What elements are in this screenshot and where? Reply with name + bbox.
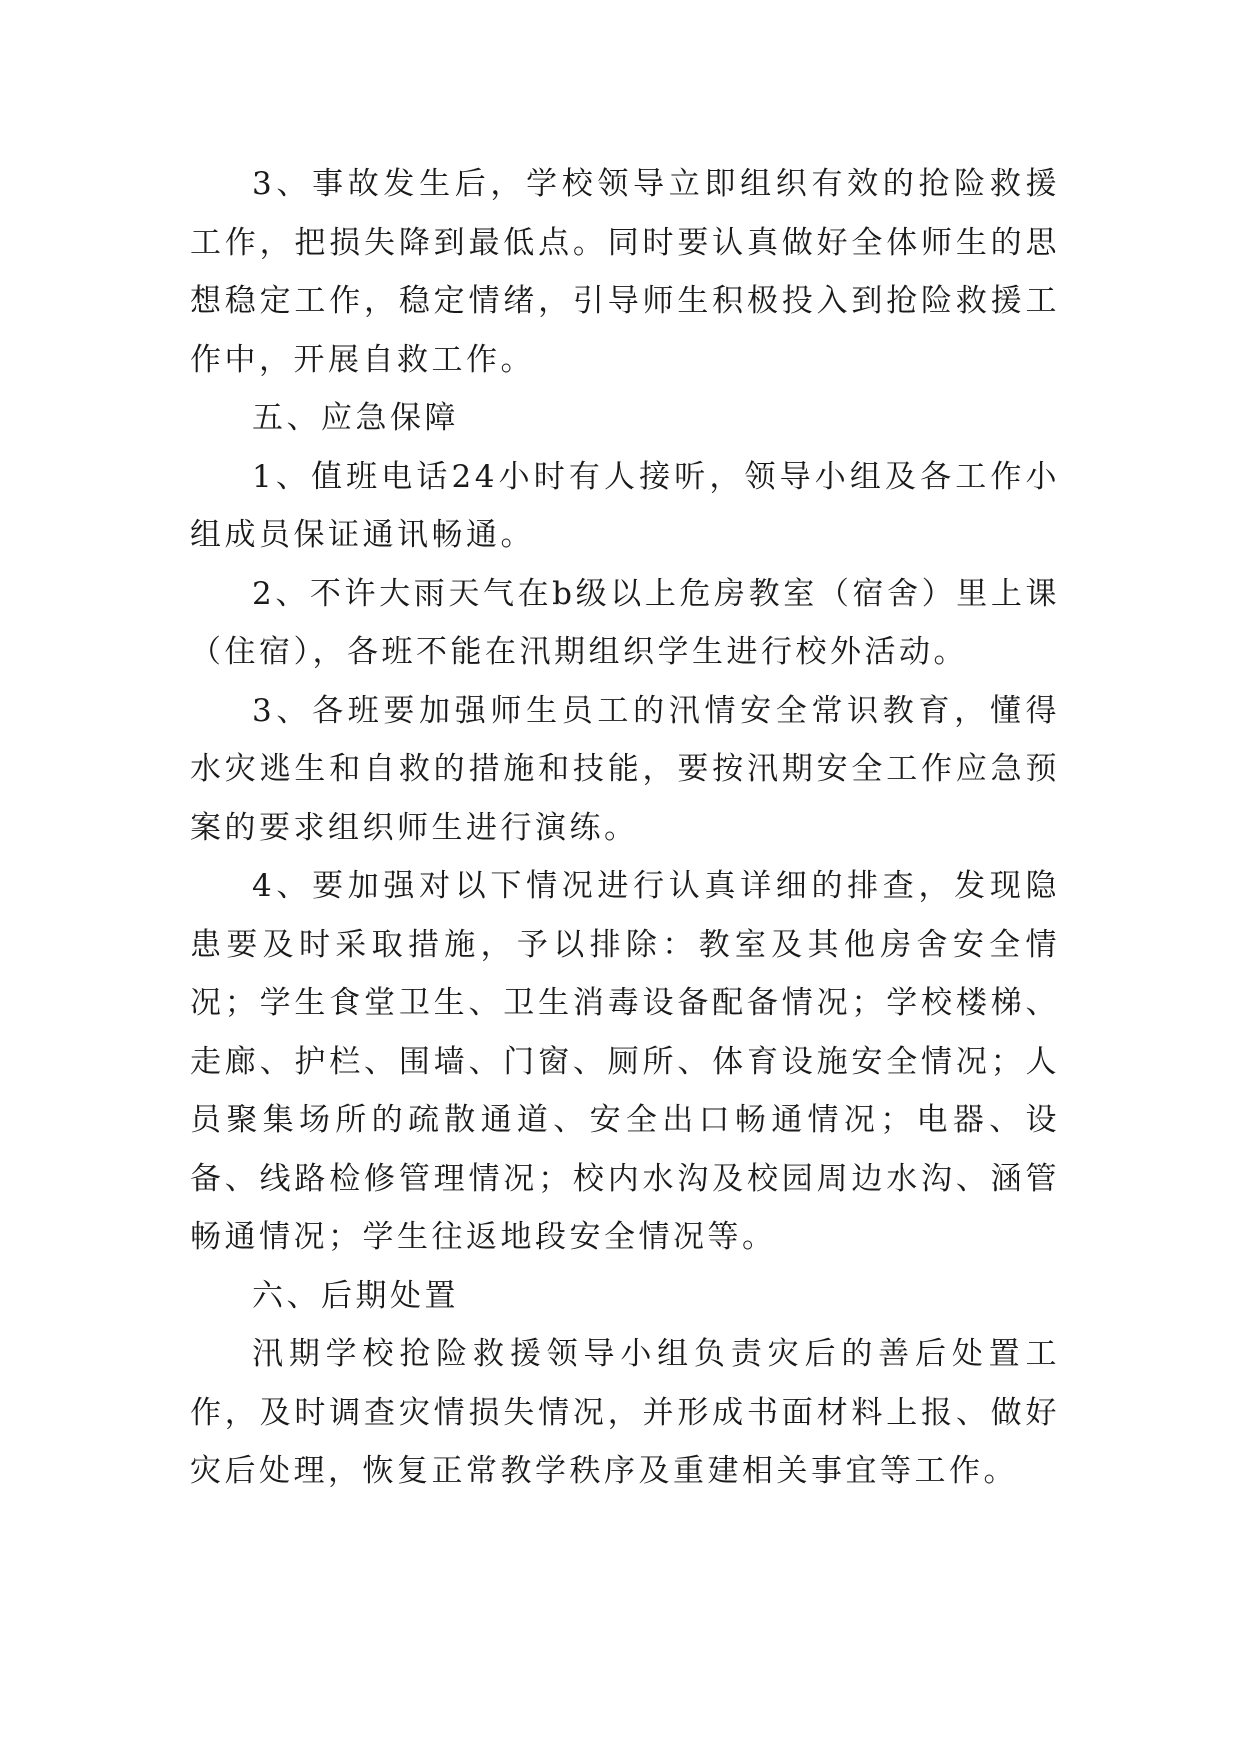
- paragraph-duty-phone: 1、值班电话24小时有人接听，领导小组及各工作小组成员保证通讯畅通。: [190, 458, 1060, 553]
- section-heading-aftermath: 六、后期处置: [252, 1277, 459, 1314]
- paragraph-safety-education: 3、各班要加强师生员工的汛情安全常识教育，懂得水灾逃生和自救的措施和技能，要按汛期安全工作应急预案的要求组织师生进行演练。: [190, 692, 1060, 846]
- paragraph-accident-response: 3、事故发生后，学校领导立即组织有效的抢险救援工作，把损失降到最低点。同时要认真做好全体师生的思想稳定工作，稳定情绪，引导师生积极投入到抢险救援工作中，开展自救工作。: [190, 166, 1060, 378]
- section-heading-emergency-support: 五、应急保障: [252, 400, 459, 436]
- document-body: [190, 155, 1060, 1501]
- paragraph-aftermath-handling: 汛期学校抢险救援领导小组负责灾后的善后处置工作，及时调查灾情损失情况，并形成书面材料上报、做好灾后处理，恢复正常教学秩序及重建相关事宜等工作。: [190, 1336, 1060, 1489]
- paragraph-inspection: 4、要加强对以下情况进行认真详细的排查，发现隐患要及时采取措施，予以排除：教室及其他房舍安全情况；学生食堂卫生、卫生消毒设备配备情况；学校楼梯、走廊、护栏、围墙、门窗、厕所、体育设施安全情况；人员聚集场所的疏散通道、安全出口畅通情况；电器、设备、线路检修管理情况；校内水沟及校园周边水沟、涵管畅通情况；学生往返地段安全情况等。: [190, 868, 1060, 1255]
- paragraph-rainy-weather: 2、不许大雨天气在b级以上危房教室（宿舍）里上课（住宿），各班不能在汛期组织学生进行校外活动。: [190, 575, 1060, 670]
